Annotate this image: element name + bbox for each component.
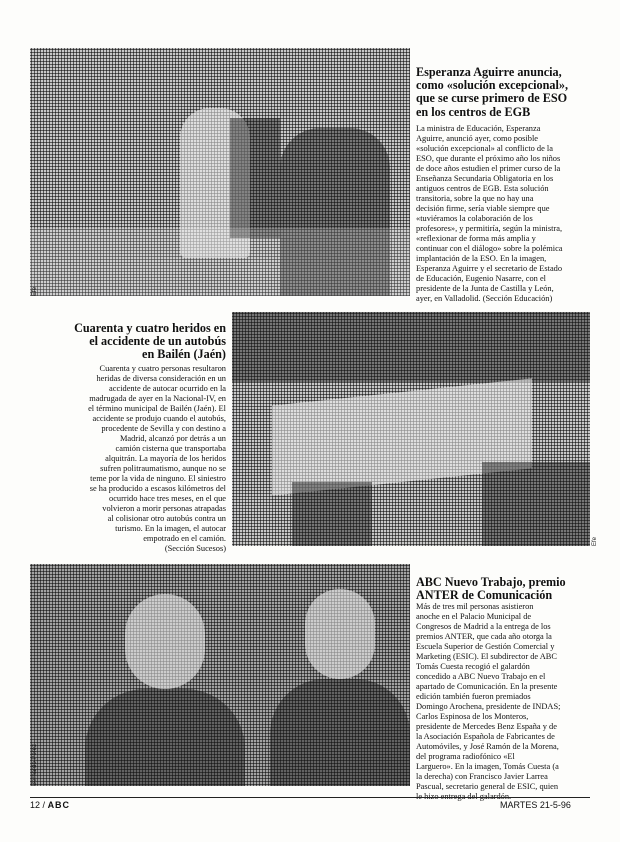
story2-body-line: se ha producido a escasos kilómetros del xyxy=(89,484,226,493)
story1-body-line: profesores», y permitiría, según la ministra, xyxy=(416,224,563,233)
story3-headline-line: ABC Nuevo Trabajo, premio xyxy=(416,575,566,589)
story2-photo-credit: Efe xyxy=(592,536,598,546)
story2-body-line: accidente de autocar ocurrido en la xyxy=(109,384,226,393)
story1-body-line: antiguos centros de EGB. Esta solución xyxy=(416,184,549,193)
story3-photo-credit: Bernardo Pérez xyxy=(32,743,38,786)
story2-headline-line: el accidente de un autobús xyxy=(89,334,226,349)
story2-body-line: accidente se produjo cuando el autobús, xyxy=(92,414,226,423)
story1-body-line: implantación de la ESO. En la imagen, xyxy=(416,254,547,263)
footer-left xyxy=(30,800,70,810)
story2-headline-line: Cuarenta y cuatro heridos en xyxy=(74,321,226,335)
story1-body-line: de doce años estudien el primer curso de la xyxy=(416,164,561,173)
footer-date: MARTES 21-5-96 xyxy=(500,800,571,810)
story3-body-line: Congresos de Madrid a la entrega de los xyxy=(416,622,551,631)
story1-headline-line: como «solución excepcional», xyxy=(416,78,568,93)
story1-body-line: «reflexionar de forma más amplia y xyxy=(416,234,536,243)
story1-headline xyxy=(416,66,612,119)
story3-body-line: del programa radiofónico «El xyxy=(416,752,515,761)
footer-rule xyxy=(30,797,590,798)
story2-headline xyxy=(30,322,226,362)
story1-body-line: continuar con el diálogo» sobre la polémica xyxy=(416,244,563,253)
story2-photo xyxy=(232,312,590,546)
story3-body-line: Marketing (ESIC). El subdirector de ABC xyxy=(416,652,557,661)
story1-body-line: «solución excepcional» al conflicto de la xyxy=(416,144,553,153)
story3-body-line: la derecha) con Francisco Javier Larrea xyxy=(416,772,548,781)
story3-body-line: Automóviles, y José Ramón de la Morena, xyxy=(416,742,559,751)
story3-body-line: edición también fueron premiados xyxy=(416,692,531,701)
story1-body-line: decisión firme, sería viable siempre que xyxy=(416,204,550,213)
story3-body-line: Escuela Superior de Gestión Comercial y xyxy=(416,642,555,651)
story2-body-line: Madrid, alcanzó por detrás a un xyxy=(119,434,226,443)
story3-body-line: apartado de Comunicación. En la presente xyxy=(416,682,558,691)
story2-body-line: sufren politraumatismo, aunque no se xyxy=(100,464,226,473)
story2-headline-line: en Bailén (Jaén) xyxy=(142,347,226,362)
story2-body-line: el término municipal de Bailén (Jaén). El xyxy=(88,404,226,413)
story3-photo xyxy=(30,564,410,786)
story1-body-line: de Educación, Eugenio Nasarre, con el xyxy=(416,274,546,283)
story1-body-line: Enseñanza Secundaria Obligatoria en los xyxy=(416,174,554,183)
story3-headline xyxy=(416,576,612,602)
story3-body-line: Más de tres mil personas asistieron xyxy=(416,602,534,611)
story3-body-line: Tomás Cuesta recogió el galardón xyxy=(416,662,530,671)
story1-headline-line: que se curse primero de ESO xyxy=(416,91,568,106)
story3-body-line: Pascual, secretario general de ESIC, quien xyxy=(416,782,559,791)
story2-body-line: (Sección Sucesos) xyxy=(164,544,226,553)
story1-photo xyxy=(30,48,410,296)
story1-body-line: Esperanza Aguirre y el secretario de Estado xyxy=(416,264,563,273)
story1-photo-credit: Efe xyxy=(32,286,38,296)
story1-body-line: ESO, que durante el próximo año los niños xyxy=(416,154,561,163)
story3-body xyxy=(416,602,612,802)
story2-body-line: heridas de diversa consideración en un xyxy=(96,374,226,383)
story1-body-line: La ministra de Educación, Esperanza xyxy=(416,124,541,133)
story2-body-line: turismo. En la imagen, el autocar xyxy=(115,524,226,533)
story1-headline-line: en los centros de EGB xyxy=(416,104,531,119)
story3-body-line: premios ANTER, que cada año otorga la xyxy=(416,632,552,641)
story2-body-line: alquitrán. La mayoría de los heridos xyxy=(105,454,226,463)
story2-body-line: volvieron a morir personas atrapadas xyxy=(102,504,226,513)
story1-body-line: «tuviéramos la colaboración de los xyxy=(416,214,533,223)
story3-body-line: Domingo Arochena, presidente de INDAS; xyxy=(416,702,561,711)
story1-body-line: Aguirre, anunció ayer, como posible xyxy=(416,134,538,143)
story3-body-line: Larguero». En la imagen, Tomás Cuesta (a xyxy=(416,762,559,771)
story2-body-line: Cuarenta y cuatro personas resultaron xyxy=(99,364,226,373)
footer-separator: / xyxy=(42,800,46,810)
story2-body-line: ocurrido hace tres meses, en el que xyxy=(109,494,226,503)
story3-body-line: la Asociación Española de Fabricantes de xyxy=(416,732,555,741)
story3-body-line: concedido a ABC Nuevo Trabajo en el xyxy=(416,672,546,681)
story2-body-line: al colisionar otro autobús contra un xyxy=(107,514,226,523)
story3-headline-line: ANTER de Comunicación xyxy=(416,588,553,603)
story2-body-line: camión cisterna que transportaba xyxy=(115,444,226,453)
story3-body-line: Carlos Espinosa de los Monteros, xyxy=(416,712,529,721)
story2-body-line: madrugada de ayer en la Nacional-IV, en xyxy=(89,394,226,403)
publication-name: ABC xyxy=(47,800,71,810)
story2-body xyxy=(30,364,226,554)
story2-body-line: empotrado en el camión. xyxy=(143,534,226,543)
story1-body xyxy=(416,124,612,304)
story2-body-line: procedente de Sevilla y con destino a xyxy=(101,424,226,433)
story1-body-line: ayer, en Valladolid. (Sección Educación) xyxy=(416,294,553,303)
story1-body-line: presidente de la Junta de Castilla y León, xyxy=(416,284,554,293)
story3-body-line: anoche en el Palacio Municipal de xyxy=(416,612,532,621)
page-number: 12 xyxy=(30,800,41,810)
story1-body-line: transitoria, sobre la que no hay una xyxy=(416,194,534,203)
story3-body-line: presidente de Mercedes Benz España y de xyxy=(416,722,557,731)
story1-headline-line: Esperanza Aguirre anuncia, xyxy=(416,65,562,79)
story2-body-line: teme por la vida de ninguno. El siniestro xyxy=(90,474,226,483)
